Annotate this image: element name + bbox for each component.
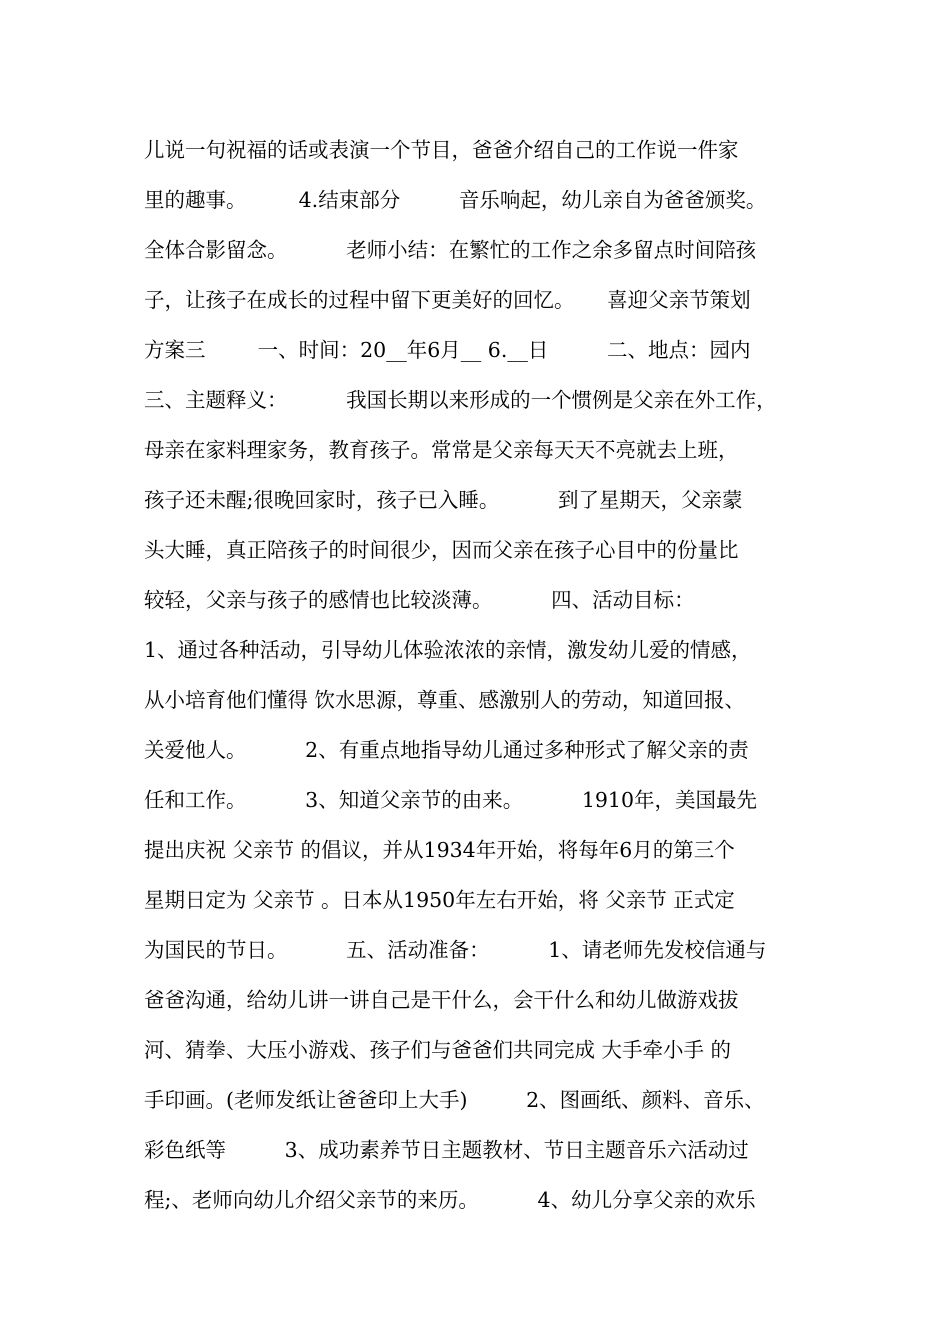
text-line: 较轻，父亲与孩子的感情也比较淡薄。 四、活动目标： [144,588,695,612]
text-line: 从小培育他们懂得 饮水思源，尊重、感激别人的劳动，知道回报、 [144,688,746,712]
text-line: 手印画。(老师发纸让爸爸印上大手) 2、图画纸、颜料、音乐、 [144,1088,765,1112]
text-line: 星期日定为 父亲节 。日本从1950年左右开始，将 父亲节 正式定 [144,888,735,912]
text-line: 子，让孩子在成长的过程中留下更美好的回忆。 喜迎父亲节策划 [144,288,751,312]
text-line: 为国民的节日。 五、活动准备： 1、请老师先发校信通与 [144,938,767,962]
text-line: 母亲在家料理家务，教育孩子。常常是父亲每天天不亮就去上班， [144,438,739,462]
text-line: 方案三 一、时间：20__年6月__ 6.__日 二、地点：园内 [144,338,751,362]
text-line: 关爱他人。 2、有重点地指导幼儿通过多种形式了解父亲的责 [144,738,749,762]
text-line: 爸爸沟通，给幼儿讲一讲自己是干什么，会干什么和幼儿做游戏拔 [144,988,739,1012]
text-line: 里的趣事。 4.结束部分 音乐响起，幼儿亲自为爸爸颁奖。 [144,188,767,212]
text-line: 三、主题释义： 我国长期以来形成的一个惯例是父亲在外工作， [144,388,777,412]
text-line: 程;、老师向幼儿介绍父亲节的来历。 4、幼儿分享父亲的欢乐 [144,1188,756,1212]
text-line: 头大睡，真正陪孩子的时间很少，因而父亲在孩子心目中的份量比 [144,538,739,562]
text-line: 儿说一句祝福的话或表演一个节目，爸爸介绍自己的工作说一件家 [144,138,739,162]
text-line: 提出庆祝 父亲节 的倡议，并从1934年开始，将每年6月的第三个 [144,838,735,862]
text-line: 全体合影留念。 老师小结：在繁忙的工作之余多留点时间陪孩 [144,238,757,262]
text-line: 孩子还未醒;很晚回家时，孩子已入睡。 到了星期天，父亲蒙 [144,488,743,512]
text-line: 河、猜拳、大压小游戏、孩子们与爸爸们共同完成 大手牵小手 的 [144,1038,732,1062]
text-line: 任和工作。 3、知道父亲节的由来。 1910年，美国最先 [144,788,758,812]
text-line: 1、通过各种活动，引导幼儿体验浓浓的亲情，激发幼儿爱的情感， [144,638,752,662]
text-line: 彩色纸等 3、成功素养节日主题教材、节日主题音乐六活动过 [144,1138,749,1162]
